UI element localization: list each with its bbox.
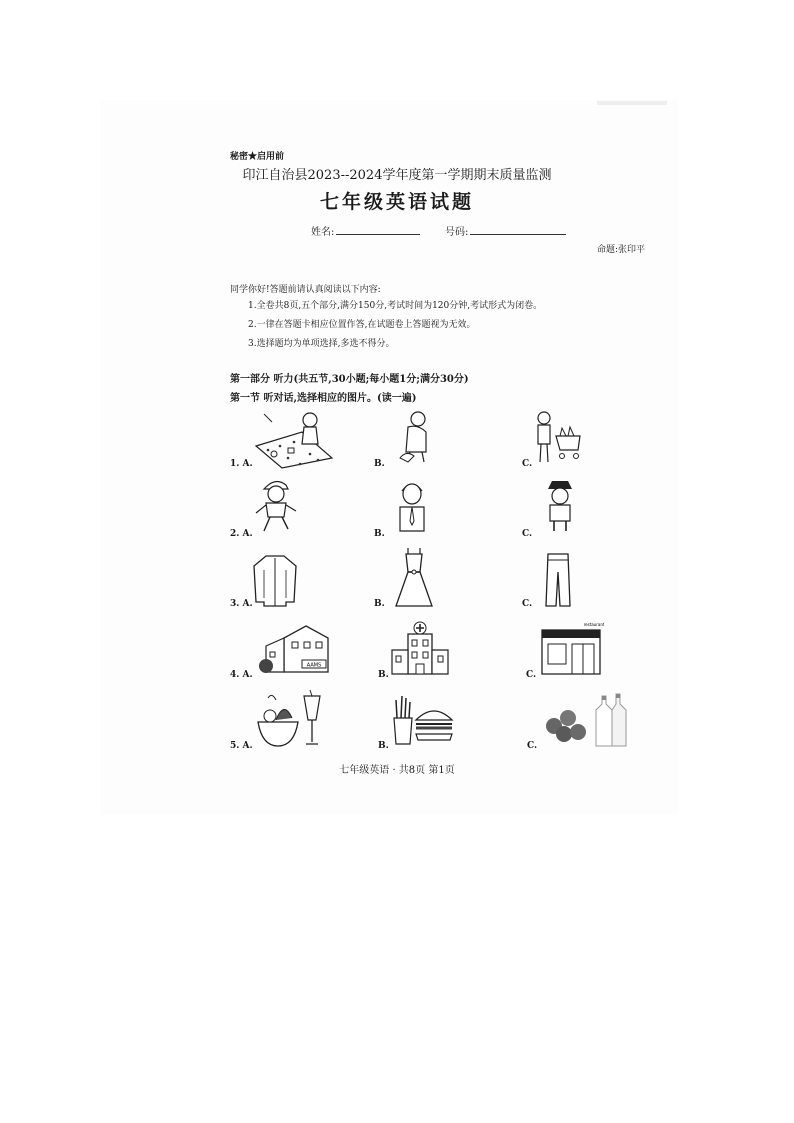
part-heading: 第一部分 听力(共五节,30小题;每小题1分;满分30分) bbox=[230, 374, 469, 385]
picnic-scene-icon bbox=[252, 410, 338, 470]
option-label: B. bbox=[378, 741, 389, 751]
confidential-label: 秘密★启用前 bbox=[230, 152, 285, 162]
boy-portrait-icon bbox=[392, 477, 432, 535]
school-sign: AAMS bbox=[306, 662, 322, 669]
burger-and-fries-icon bbox=[390, 692, 456, 748]
name-label: 姓名: bbox=[311, 227, 335, 238]
option-label: C. bbox=[527, 741, 538, 751]
pants-icon bbox=[540, 552, 576, 608]
question-number: 4. A. bbox=[230, 670, 253, 680]
instruction-rule: 3.选择题均为单项选择,多选不得分。 bbox=[248, 339, 395, 349]
question-number: 2. A. bbox=[230, 529, 253, 539]
question-number: 3. A. bbox=[230, 599, 253, 609]
author-label: 命题:张印平 bbox=[597, 245, 646, 255]
option-label: C. bbox=[522, 529, 533, 539]
section-heading: 第一节 听对话,选择相应的图片。(读一遍) bbox=[230, 393, 417, 404]
question-number: 5. A. bbox=[230, 741, 253, 751]
jacket-icon bbox=[252, 552, 298, 608]
option-label: B. bbox=[374, 529, 385, 539]
number-field bbox=[445, 223, 566, 238]
number-blank bbox=[470, 226, 566, 235]
page-title: 七年级英语试题 bbox=[319, 191, 474, 213]
option-label: C. bbox=[526, 670, 537, 680]
scan-mark bbox=[597, 101, 667, 105]
option-label: B. bbox=[374, 459, 385, 469]
option-label: B. bbox=[378, 670, 389, 680]
name-field bbox=[311, 223, 420, 238]
shopping-cart-icon bbox=[532, 410, 586, 465]
shop-sign: restaurant bbox=[583, 622, 604, 627]
salad-and-drink-icon bbox=[254, 688, 324, 750]
page-footer: 七年级英语 · 共8页 第1页 bbox=[339, 765, 455, 776]
boy-with-hat-icon bbox=[540, 477, 580, 535]
running-boy-icon bbox=[254, 477, 300, 535]
instructions-intro: 同学你好!答题前请认真阅读以下内容: bbox=[230, 285, 381, 295]
option-label: C. bbox=[522, 599, 533, 609]
instruction-rule: 1.全卷共8页,五个部分,满分150分,考试时间为120分钟,考试形式为闭卷。 bbox=[248, 301, 543, 311]
shop-front-icon bbox=[538, 620, 604, 678]
hospital-icon bbox=[388, 620, 452, 678]
name-blank bbox=[336, 226, 420, 235]
option-label: B. bbox=[374, 599, 385, 609]
instruction-rule: 2.一律在答题卡相应位置作答,在试题卷上答题视为无效。 bbox=[248, 320, 476, 330]
school-building-icon bbox=[256, 622, 334, 678]
question-number: 1. A. bbox=[230, 459, 253, 469]
number-label: 号码: bbox=[445, 227, 469, 238]
boy-cleaning-icon bbox=[396, 410, 436, 465]
option-label: C. bbox=[522, 459, 533, 469]
exam-subtitle: 印江自治县2023--2024学年度第一学期期末质量监测 bbox=[242, 168, 552, 183]
dress-icon bbox=[394, 546, 434, 610]
fruit-and-bottles-icon bbox=[540, 690, 628, 748]
